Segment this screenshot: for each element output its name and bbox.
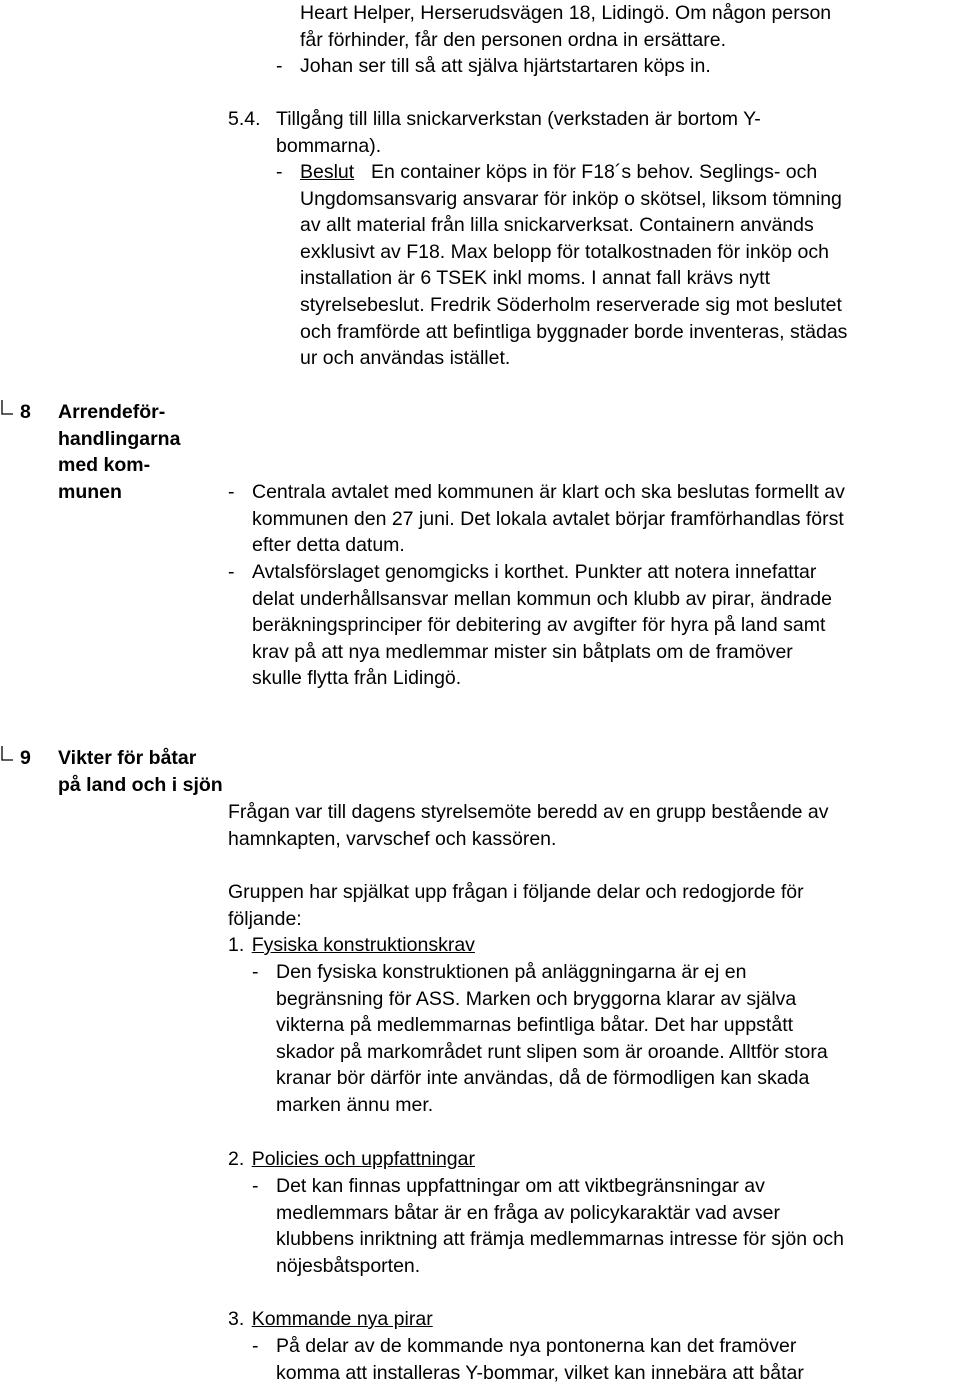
beslut-label: Beslut: [300, 161, 355, 183]
dash-bullet: -: [228, 561, 235, 583]
section-9-intro: [228, 799, 829, 852]
section-8-item-2: [252, 559, 832, 692]
section-8-number: 8: [20, 401, 31, 423]
text-line: och framförde att befintliga byggnader borde inventeras, städas: [300, 320, 848, 343]
text-line: får förhinder, får den personen ordna in ersättare.: [300, 28, 727, 51]
text-line: Vikter för båtar: [58, 747, 197, 769]
dash-bullet: -: [252, 1175, 259, 1197]
text-line: Centrala avtalet med kommunen är klart och ska beslutas formellt av: [252, 481, 845, 503]
section-9-heading: [58, 745, 223, 798]
text-line: Tillgång till lilla snickarverkstan (verkstaden är bortom Y-: [276, 108, 761, 130]
text-line: Avtalsförslaget genomgicks i korthet. Punkter att notera innefattar: [252, 561, 817, 583]
text-line: Den fysiska konstruktionen på anläggningarna är ej en: [276, 961, 747, 983]
text-line: Gruppen har spjälkat upp frågan i följande delar och redogjorde för: [228, 881, 804, 903]
text-line: vikterna på medlemmarnas befintliga båtar. Det har uppstått: [276, 1014, 794, 1037]
dash-item-text: Johan ser till så att själva hjärtstartaren köps in.: [300, 55, 711, 77]
dash-bullet: -: [276, 55, 283, 77]
part-number: 2.: [228, 1148, 245, 1170]
text-line: bommarna).: [276, 134, 382, 157]
part-1-body: [276, 959, 828, 1119]
text-line: beräkningsprinciper för debitering av avgifter för hyra på land samt: [252, 614, 826, 637]
text-line: handlingarna: [58, 427, 181, 450]
text-line: ur och användas istället.: [300, 347, 511, 370]
text-line: delat underhållsansvar mellan kommun och klubb av pirar, ändrade: [252, 587, 832, 610]
text-line: medlemmars båtar är en fråga av policykaraktär vad avser: [276, 1201, 780, 1224]
part-1-title: [228, 932, 475, 959]
text-line: hamnkapten, varvschef och kassören.: [228, 827, 557, 850]
text-line: efter detta datum.: [252, 534, 405, 557]
text-line: begränsning för ASS. Marken och bryggorna klarar av själva: [276, 987, 797, 1010]
part-3-title: [228, 1306, 433, 1333]
text-line: Heart Helper, Herserudsvägen 18, Lidingö. Om någon person: [300, 2, 832, 24]
dash-bullet: -: [252, 961, 259, 983]
part-number: 3.: [228, 1308, 245, 1330]
text-line: munen: [58, 480, 122, 503]
part-2-body: [276, 1173, 844, 1279]
text-line: komma att installeras Y-bommar, vilket kan innebära att båtar: [276, 1361, 804, 1384]
text-line: följande:: [228, 907, 302, 930]
text-line: skador på markområdet runt slipen som är oroande. Alltför stora: [276, 1040, 828, 1063]
text-line: nöjesbåtsporten.: [276, 1254, 421, 1277]
text-line: av allt material från lilla snickarverksat. Containern används: [300, 214, 814, 237]
section-5-4-body: [300, 159, 847, 372]
section-5-4-number: 5.4.: [228, 108, 261, 130]
section-8-item-1: [252, 479, 845, 559]
section-5-4-title: [276, 106, 761, 159]
section-8-heading: [58, 399, 180, 505]
text-line: kommunen den 27 juni. Det lokala avtalet börjar framförhandlas först: [252, 507, 844, 530]
part-2-title: [228, 1146, 475, 1173]
text-line: Ungdomsansvarig ansvarar för inköp o skötsel, liksom tömning: [300, 187, 842, 210]
heading-marker-icon: [1, 745, 14, 761]
dash-bullet: -: [276, 161, 283, 183]
text-line: styrelsebeslut. Fredrik Söderholm reserverade sig mot beslutet: [300, 293, 842, 316]
top-paragraph: [300, 0, 831, 53]
text-line: [300, 159, 847, 186]
text-line: krav på att nya medlemmar mister sin båtplats om de framöver: [252, 640, 793, 663]
part-number: 1.: [228, 934, 245, 956]
section-9-group: [228, 879, 804, 932]
text-line: installation är 6 TSEK inkl moms. I annat fall krävs nytt: [300, 267, 770, 290]
text-line: Arrendeför-: [58, 401, 166, 423]
text-line: Frågan var till dagens styrelsemöte beredd av en grupp bestående av: [228, 801, 829, 823]
dash-bullet: -: [228, 481, 235, 503]
text-line: kranar bör därför inte användas, då de förmodligen kan skada: [276, 1067, 810, 1090]
heading-marker-icon: [1, 399, 14, 415]
text-line: skulle flytta från Lidingö.: [252, 667, 462, 690]
text-line: exklusivt av F18. Max belopp för totalkostnaden för inköp och: [300, 240, 829, 263]
part-title: Kommande nya pirar: [251, 1308, 433, 1330]
dash-bullet: -: [252, 1335, 259, 1357]
text-line: på land och i sjön: [58, 773, 223, 796]
text-line: med kom-: [58, 454, 151, 477]
part-title: Fysiska konstruktionskrav: [251, 934, 475, 956]
part-title: Policies och uppfattningar: [251, 1148, 475, 1170]
text-line: klubbens inriktning att främja medlemmarnas intresse för sjön och: [276, 1228, 844, 1251]
part-3-body: [276, 1333, 804, 1386]
text-line: Det kan finnas uppfattningar om att viktbegränsningar av: [276, 1175, 765, 1197]
section-9-number: 9: [20, 747, 31, 769]
text-line: marken ännu mer.: [276, 1093, 434, 1116]
text-line-content: En container köps in för F18´s behov. Seglings- och: [371, 161, 818, 183]
text-line: På delar av de kommande nya pontonerna kan det framöver: [276, 1335, 797, 1357]
